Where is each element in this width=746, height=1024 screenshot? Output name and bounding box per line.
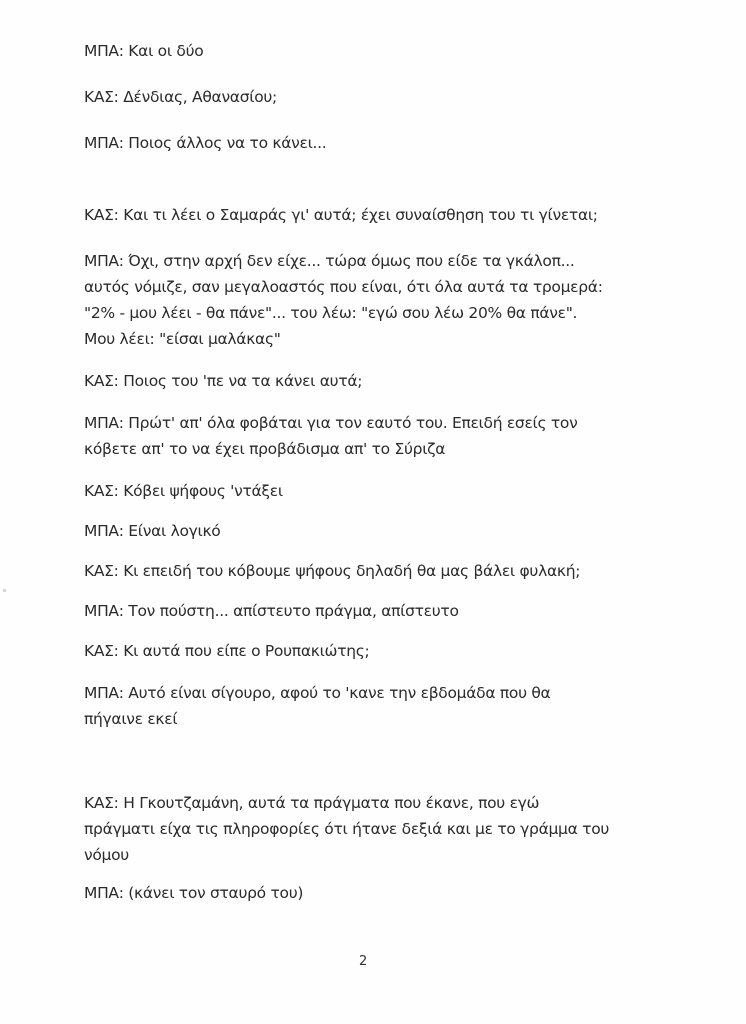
transcript-line: ΚΑΣ: Κι επειδή του κόβουμε ψήφους δηλαδή θα μας βάλει φυλακή; — [84, 562, 581, 580]
transcript-paragraph — [84, 248, 674, 352]
transcript-line: ΚΑΣ: Και τι λέει ο Σαμαράς γι' αυτά; έχει συναίσθηση του τι γίνεται; — [84, 206, 598, 224]
transcript-line: ΚΑΣ: Κι αυτά που είπε ο Ρουπακιώτης; — [84, 642, 370, 660]
transcript-line: νόμου — [84, 846, 129, 864]
transcript-line: ΜΠΑ: Όχι, στην αρχή δεν είχε... τώρα όμως που είδε τα γκάλοπ... — [84, 252, 575, 270]
transcript-line: ΚΑΣ: Η Γκουτζαμάνη, αυτά τα πράγματα που έκανε, που εγώ — [84, 794, 540, 812]
transcript-line: ΚΑΣ: Δένδιας, Αθανασίου; — [84, 88, 277, 106]
transcript-paragraph — [84, 130, 674, 156]
transcript-paragraph — [84, 880, 674, 906]
transcript-line: ΚΑΣ: Ποιος του 'πε να τα κάνει αυτά; — [84, 372, 363, 390]
page-number: 2 — [359, 954, 368, 969]
transcript-line: ΜΠΑ: Ποιος άλλος να το κάνει... — [84, 134, 327, 152]
transcript-paragraph — [84, 410, 674, 462]
transcript-paragraph — [84, 368, 674, 394]
transcript-paragraph — [84, 202, 674, 228]
transcript-line: ΚΑΣ: Κόβει ψήφους 'ντάξει — [84, 482, 283, 500]
transcript-line: ΜΠΑ: (κάνει τον σταυρό του) — [84, 884, 304, 902]
transcript-line: πράγματι είχα τις πληροφορίες ότι ήτανε δεξιά και με το γράμμα του — [84, 820, 610, 838]
transcript-paragraph — [84, 518, 674, 544]
transcript-paragraph — [84, 680, 674, 732]
transcript-paragraph — [84, 790, 674, 868]
transcript-paragraph — [84, 478, 674, 504]
transcript-line: ΜΠΑ: Αυτό είναι σίγουρο, αφού το 'κανε την εβδομάδα που θα — [84, 684, 551, 702]
transcript-line: ΜΠΑ: Είναι λογικό — [84, 522, 221, 540]
transcript-line: ΜΠΑ: Τον πούστη... απίστευτο πράγμα, απίστευτο — [84, 602, 459, 620]
transcript-line: Μου λέει: "είσαι μαλάκας" — [84, 330, 281, 348]
transcript-paragraph — [84, 38, 674, 64]
transcript-line: ΜΠΑ: Και οι δύο — [84, 42, 204, 60]
transcript-paragraph — [84, 598, 674, 624]
transcript-paragraph — [84, 558, 674, 584]
transcript-line: ΜΠΑ: Πρώτ' απ' όλα φοβάται για τον εαυτό του. Επειδή εσείς τον — [84, 414, 578, 432]
transcript-paragraph — [84, 638, 674, 664]
transcript-line: πήγαινε εκεί — [84, 710, 178, 728]
scan-artifact — [3, 589, 6, 592]
transcript-line: κόβετε απ' το να έχει προβάδισμα απ' το Σύριζα — [84, 440, 446, 458]
transcript-line: αυτός νόμιζε, σαν μεγαλοαστός που είναι, ότι όλα αυτά τα τρομερά: — [84, 278, 603, 296]
transcript-paragraph — [84, 84, 674, 110]
transcript-line: "2% - μου λέει - θα πάνε"... του λέω: "εγώ σου λέω 20% θα πάνε". — [84, 304, 578, 322]
